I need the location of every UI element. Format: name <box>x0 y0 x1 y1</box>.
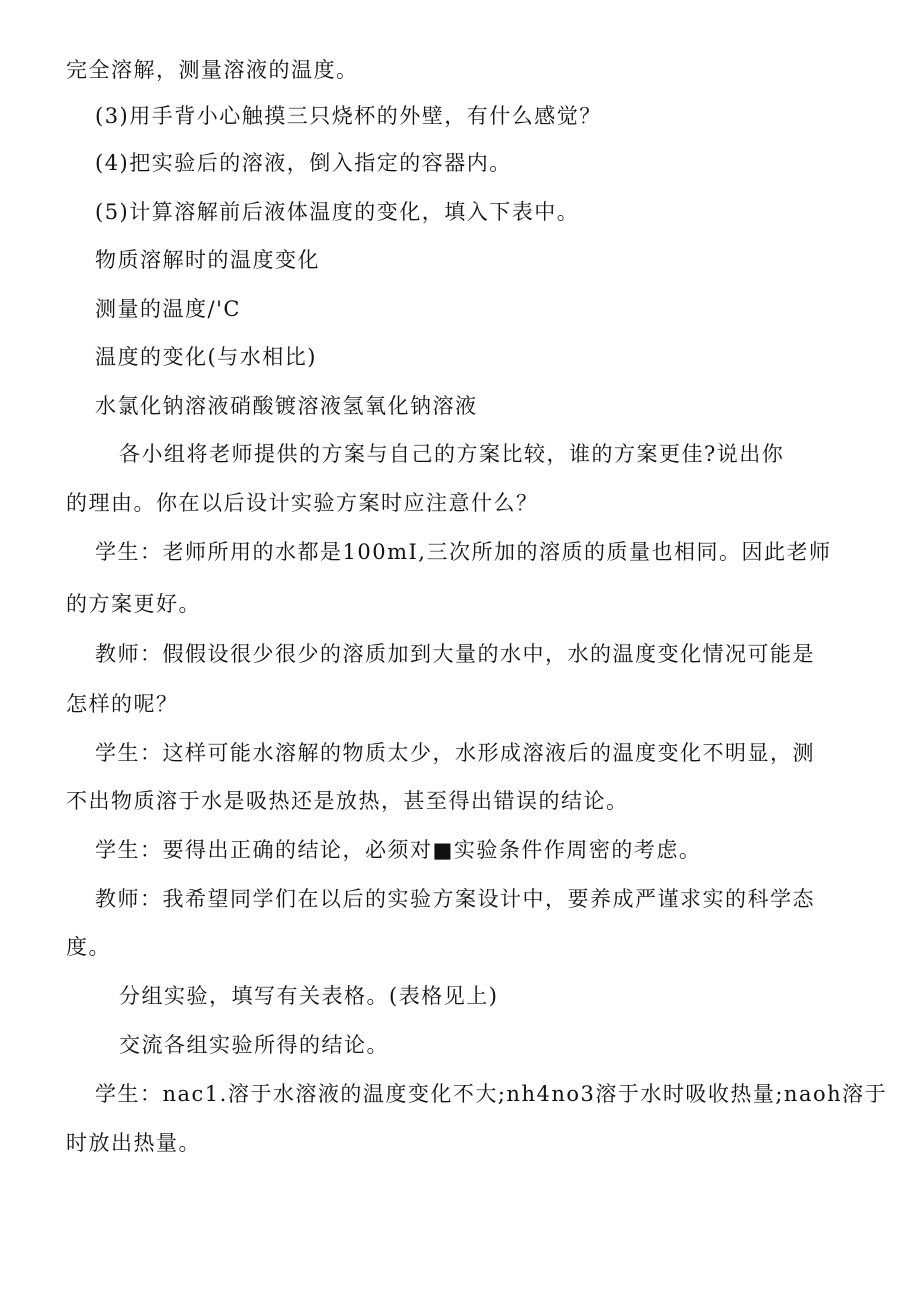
teacher-remark-line-2: 度。 <box>66 935 111 959</box>
table-title: 物质溶解时的温度变化 <box>95 248 320 272</box>
text-line-step-3: (3)用手背小心触摸三只烧杯的外壁，有什么感觉？ <box>95 104 602 128</box>
text-line-step-5: (5)计算溶解前后液体温度的变化，填入下表中。 <box>95 200 580 224</box>
student-reply-2-line-1: 学生：这样可能水溶解的物质太少，水形成溶液后的温度变化不明显，测 <box>95 741 815 765</box>
student-conclusion-line-2: 时放出热量。 <box>66 1131 201 1155</box>
exchange-conclusions-text: 交流各组实验所得的结论。 <box>119 1033 389 1057</box>
table-row-label-change: 温度的变化(与水相比) <box>95 345 317 369</box>
student-reply-3: 学生：要得出正确的结论，必须对■实验条件作周密的考虑。 <box>95 838 702 862</box>
student-reply-2-line-2: 不出物质溶于水是吸热还是放热，甚至得出错误的结论。 <box>66 789 629 813</box>
table-row-label-temperature: 测量的温度/'C <box>95 297 241 321</box>
student-conclusion-line-1: 学生：nac1.溶于水溶液的温度变化不大;nh4no3溶于水时吸收热量;naoh溶于 <box>95 1082 888 1106</box>
text-line-step-4: (4)把实验后的溶液，倒入指定的容器内。 <box>95 151 512 175</box>
student-reply-1-line-1: 学生：老师所用的水都是100mI,三次所加的溶质的质量也相同。因此老师 <box>95 540 832 564</box>
paragraph-compare-line-2: 的理由。你在以后设计实验方案时应注意什么？ <box>66 491 539 515</box>
student-reply-1-line-2: 的方案更好。 <box>66 592 201 616</box>
teacher-question-line-1: 教师：假假设很少很少的溶质加到大量的水中，水的温度变化情况可能是 <box>95 642 815 666</box>
text-line-continuation: 完全溶解，测量溶液的温度。 <box>66 58 359 82</box>
table-column-headers: 水氯化钠溶液硝酸镀溶液氢氧化钠溶液 <box>95 394 478 418</box>
teacher-remark-line-1: 教师：我希望同学们在以后的实验方案设计中，要养成严谨求实的科学态 <box>95 887 815 911</box>
group-experiment-text: 分组实验，填写有关表格。(表格见上) <box>119 984 499 1008</box>
paragraph-compare-line-1: 各小组将老师提供的方案与自己的方案比较，谁的方案更佳?说出你 <box>119 442 785 466</box>
teacher-question-line-2: 怎样的呢？ <box>66 692 179 716</box>
